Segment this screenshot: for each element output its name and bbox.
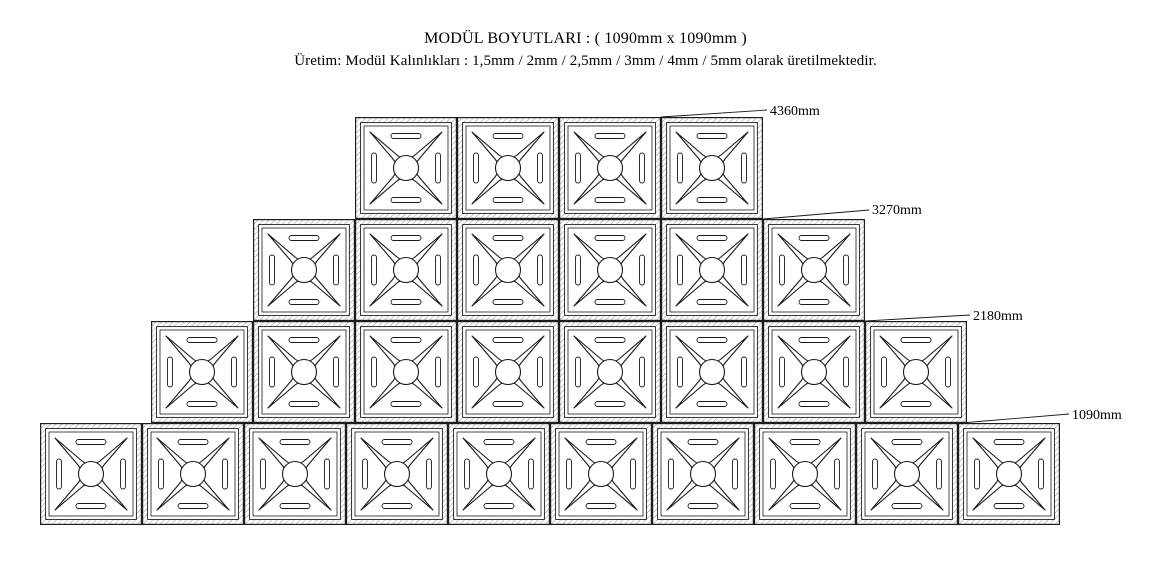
- panel-module: [449, 424, 550, 525]
- panel-module: [152, 322, 253, 423]
- panel-module: [653, 424, 754, 525]
- panel-module: [959, 424, 1060, 525]
- panel-module: [143, 424, 244, 525]
- panel-module: [458, 322, 559, 423]
- panel-module: [347, 424, 448, 525]
- panel-module: [662, 322, 763, 423]
- dimension-label-row1: 1090mm: [1072, 408, 1122, 423]
- module-dimensions-title: MODÜL BOYUTLARI : ( 1090mm x 1090mm ): [424, 30, 747, 47]
- panel-module: [857, 424, 958, 525]
- panel-module: [41, 424, 142, 525]
- panel-module: [356, 118, 457, 219]
- panel-module: [551, 424, 652, 525]
- panel-module: [662, 220, 763, 321]
- panel-module: [254, 220, 355, 321]
- panel-module: [560, 220, 661, 321]
- panel-module: [866, 322, 967, 423]
- panel-module: [755, 424, 856, 525]
- panel-module: [764, 322, 865, 423]
- dimension-label-row2: 2180mm: [973, 309, 1023, 324]
- dimension-label-row4: 4360mm: [770, 104, 820, 119]
- panel-module: [764, 220, 865, 321]
- panel-module: [662, 118, 763, 219]
- panel-module: [458, 220, 559, 321]
- panel-module: [356, 220, 457, 321]
- panel-module: [356, 322, 457, 423]
- module-thickness-note: Üretim: Modül Kalınlıkları : 1,5mm / 2mm / 2,5mm / 3mm / 4mm / 5mm olarak üretilmektedir.: [294, 53, 877, 69]
- panel-module: [560, 118, 661, 219]
- panel-module: [458, 118, 559, 219]
- panel-module: [560, 322, 661, 423]
- panel-module: [254, 322, 355, 423]
- panel-module: [245, 424, 346, 525]
- dimension-label-row3: 3270mm: [872, 203, 922, 218]
- module-grid: [41, 118, 1060, 525]
